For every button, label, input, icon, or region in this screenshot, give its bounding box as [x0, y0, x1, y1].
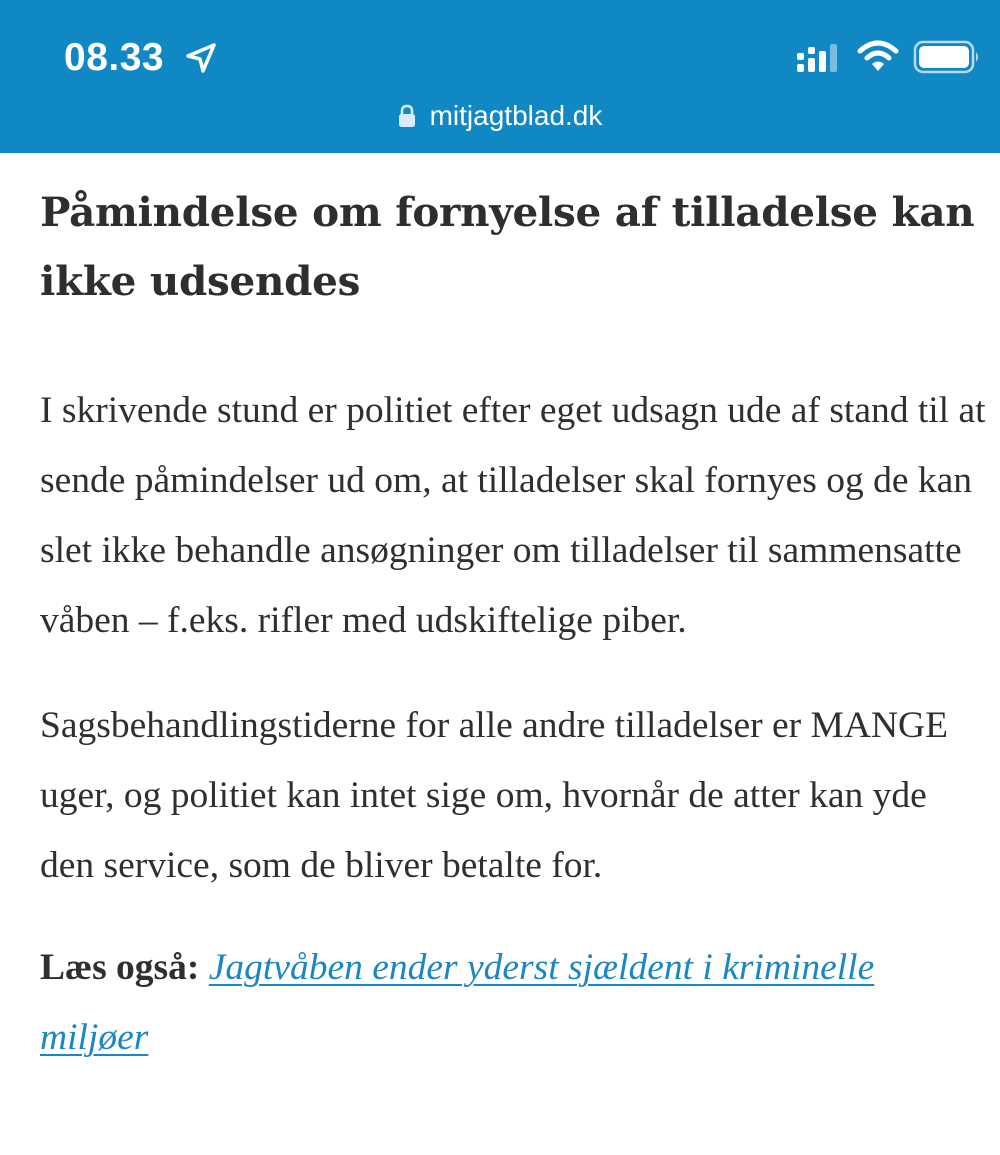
location-arrow-icon	[183, 40, 219, 76]
read-also-label: Læs også:	[40, 947, 200, 988]
url-bar[interactable]	[0, 96, 1000, 136]
article-paragraph: Sagsbehandlingstiderne for alle andre tilladelser er MANGE uger, og politiet kan intet sige om, hvornår de atter kan yde den service, som de bliver betalte for.	[40, 705, 949, 886]
article-headline: Påmindelse om fornyelse af tilladelse kan ikke udsendes	[40, 188, 975, 305]
status-bar	[0, 0, 1000, 153]
article	[40, 178, 990, 1111]
read-also-link[interactable]: Jagtvåben ender yderst sjældent i kriminelle miljøer	[40, 947, 875, 1058]
status-time: 08.33	[64, 36, 165, 79]
wifi-icon	[857, 38, 899, 74]
read-also	[40, 933, 990, 1073]
lock-icon	[398, 104, 416, 128]
url-text: mitjagtblad.dk	[429, 100, 603, 131]
article-paragraph: I skrivende stund er politiet efter eget udsagn ude af stand til at sende påmindelser ud om, at tilladelser skal fornyes og de kan slet ikke behandle ansøgninger om tilladelser til sammensatte våben – f.eks. rifler med udskiftelige piber.	[40, 390, 986, 641]
cellular-signal-icon	[796, 42, 840, 74]
battery-icon	[913, 40, 981, 74]
